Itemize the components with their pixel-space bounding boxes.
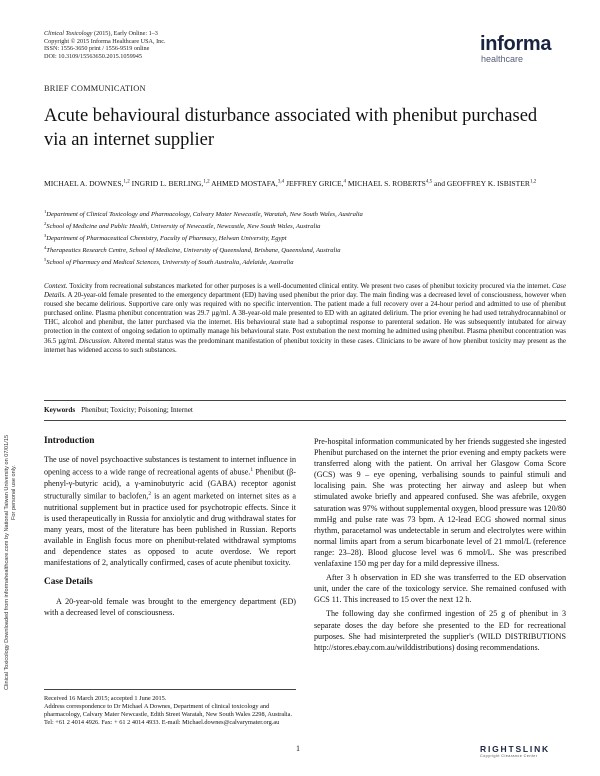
affiliation: $^5$School of Pharmacy and Medical Sciences, University of South Australia, Adelaide, Australia [44,256,294,267]
download-watermark: Clinical Toxicology Downloaded from informahealthcare.com by National Taiwan University on 07/01/15 For personal use only. [4,434,17,690]
author[interactable]: MICHAEL S. ROBERTS$^{4,5}$ [347,178,433,188]
logo-subtitle: healthcare [481,54,524,64]
article-type: BRIEF COMMUNICATION [44,84,146,93]
affiliation: $^4$Therapeutics Research Centre, School of Medicine, University of Queensland, Brisbane, Queensland, Australia [44,244,341,255]
author[interactable]: MICHAEL A. DOWNES,$^{1,2}$ [44,178,130,188]
page-number: 1 [296,744,300,753]
citation-link[interactable]: 2 [148,491,152,498]
received-dates: Received 16 March 2015; accepted 1 June 2015. [44,695,167,702]
abstract-discussion: Altered mental status was the predominant manifestation of phenibut toxicity in these cases. Clinicians to be aware of how phenibut toxicity may present as the internet has widened access to such substances. [44,336,566,354]
footnote-divider [44,689,296,690]
correspondence-address: Address correspondence to Dr Michael A Downes, Department of clinical toxicology and pharmacology, Calvary Mater Newcastle, Edith Street Waratah, New South Wales 2298, Australia. Tel: +61 2 4014 4926. Fax: + 61 2 4014 4933. E-mail: Michael.downes@calvarymater.org.au [44,703,293,727]
author[interactable]: AHMED MOSTAFA,$^{3,4}$ [211,178,285,188]
journal-header [44,30,166,60]
section-heading-introduction: Introduction [44,436,95,446]
section-heading-case-details: Case Details [44,577,93,588]
rightslink-sublabel: Copyright Clearance Center [480,754,538,758]
logo-wordmark: informa [480,33,552,55]
right-column [314,436,566,653]
author-list [44,176,564,189]
rightslink-button[interactable] [480,744,550,758]
case-paragraph: The following day she confirmed ingestion of 25 g of phenibut in 3 separate doses the day before she presented to the ED for recreational purposes. She had misinterpreted the supplier's (WILD DISTRIBUTIONS http://stores.ebay.com.au/wilddistributions) dosing recommendations. [314,609,566,652]
left-column [44,436,296,618]
keywords [44,406,193,414]
citation-link[interactable]: 1 [250,467,254,474]
abstract-discussion-label: Discussion. [78,336,112,345]
author[interactable]: and GEOFFREY K. ISBISTER$^{1,2}$ [434,178,537,188]
author[interactable]: JEFFREY GRICE,$^4$ [285,178,347,188]
journal-citation: Clinical Toxicology (2015), Early Online: 1–3 [44,30,158,37]
article-title: Acute behavioural disturbance associated with phenibut purchased via an internet supplier [44,106,538,150]
issn-line: ISSN: 1556-3650 print / 1556-9519 online [44,45,150,53]
affiliation: $^1$Department of Clinical Toxicology and Pharmacology, Calvary Mater Newcastle, Waratah, New South Wales, Australia [44,209,363,219]
abstract-case-label: Case Details. [44,282,566,300]
divider [44,420,566,421]
keywords-text: Phenibut; Toxicity; Poisoning; Internet [81,406,193,414]
publisher-logo[interactable] [480,34,560,64]
abstract [44,282,566,355]
copyright-line: Copyright © 2015 Informa Healthcare USA, Inc. [44,37,166,45]
affiliation: $^2$School of Medicine and Public Health, University of Newcastle, Newcastle, New South Wales, Australia [44,220,321,231]
keywords-label: Keywords [44,406,76,414]
intro-paragraph: The use of novel psychoactive substances is testament to internet influence in opening access to a wide range of recreational agents of abuse.$^1$ Phenibut (β-phenyl-γ-butyric acid), a γ-aminobutyric acid (GABA) receptor agonist structurally similar to baclofen,$^2$ is an agent marketed on internet sites as a nutritional supplement but in practice used for psychotropic effects. Since it is used therapeutically in Russia for anxiolytic and drug withdrawal states for many years, most of the literature has been published in Russian. Reports available in English focus more on phenibut-related withdrawal symptoms and dependence states as opposed to acute overdose. We report manifestations of 2, analytically confirmed, cases of acute phenibut toxicity. [44,455,296,568]
doi-line: DOI: 10.3109/15563650.2015.1059945 [44,52,142,60]
case-paragraph: Pre-hospital information communicated by her friends suggested she ingested Phenibut purchased on the internet the prior evening and empty packets were transferred along with the patient. On arrival her Glasgow Coma Score (GCS) was 9 – eye opening, verbalising sounds to painful stimuli and localising pain. She was protecting her airway and asleep but when stimulated awoke briefly and appeared confused. She was afebrile, oxygen saturation was 97% without supplemental oxygen, blood pressure was 120/80 mmHg and pulse rate was 73 bpm. A 12-lead ECG showed normal sinus rhythm, paracetamol was undetectable in serum and electrolytes were within normal limits apart from a serum bicarbonate level of 21 mmol/L (reference range: 23–28). Blood glucose level was 6 mmol/L. She was prescribed venlafaxine 150 mg per day for a mild depressive illness. [314,437,566,569]
divider [44,400,566,401]
correspondence-footnote [44,695,296,727]
case-paragraph: A 20-year-old female was brought to the emergency department (ED) with a decreased level of consciousness. [44,596,296,617]
affiliation-list [44,208,564,268]
rightslink-label: RIGHTSLINK [480,744,550,754]
case-paragraph: After 3 h observation in ED she was transferred to the ED observation unit, under the care of the toxicology service. She remained confused with GCS 11. This increased to 15 over the next 12 h. [314,573,566,605]
author[interactable]: INGRID L. BERLING,$^{1,2}$ [131,178,210,188]
abstract-context-label: Context. [44,282,68,290]
affiliation: $^3$Department of Pharmaceutical Chemistry, Faculty of Pharmacy, Helwan University, Egypt [44,232,287,243]
abstract-case: A 20-year-old female presented to the emergency department (ED) having used phenibut the prior day. The main finding was a decreased level of consciousness, however when roused she became delirious. Supportive care only was required with no specific intervention. The patient made a full recovery over a 24-hour period and admitted to use of phenibut purchased online. Plasma phenibut concentration was 29.7 µg/ml. A 38-year-old male presented to ED with an agitated delirium. The prior evening he had used tetrahydrocannabinol or THC, alcohol and phenibut, the latter purchased via the internet. His behavioural state had a suboptimal response to parenteral sedation. He was subsequently intubated for airway protection in the context of ongoing sedation to optimally manage his behavioural state. Post extubation the next morning he admitted using phenibut. Plasma phenibut concentration was 36.5 µg/ml. [44,291,566,345]
abstract-context: Toxicity from recreational substances marketed for other purposes is a well-documented clinical entity. We present two cases of phenibut toxicity procured via the internet. [67,282,552,290]
